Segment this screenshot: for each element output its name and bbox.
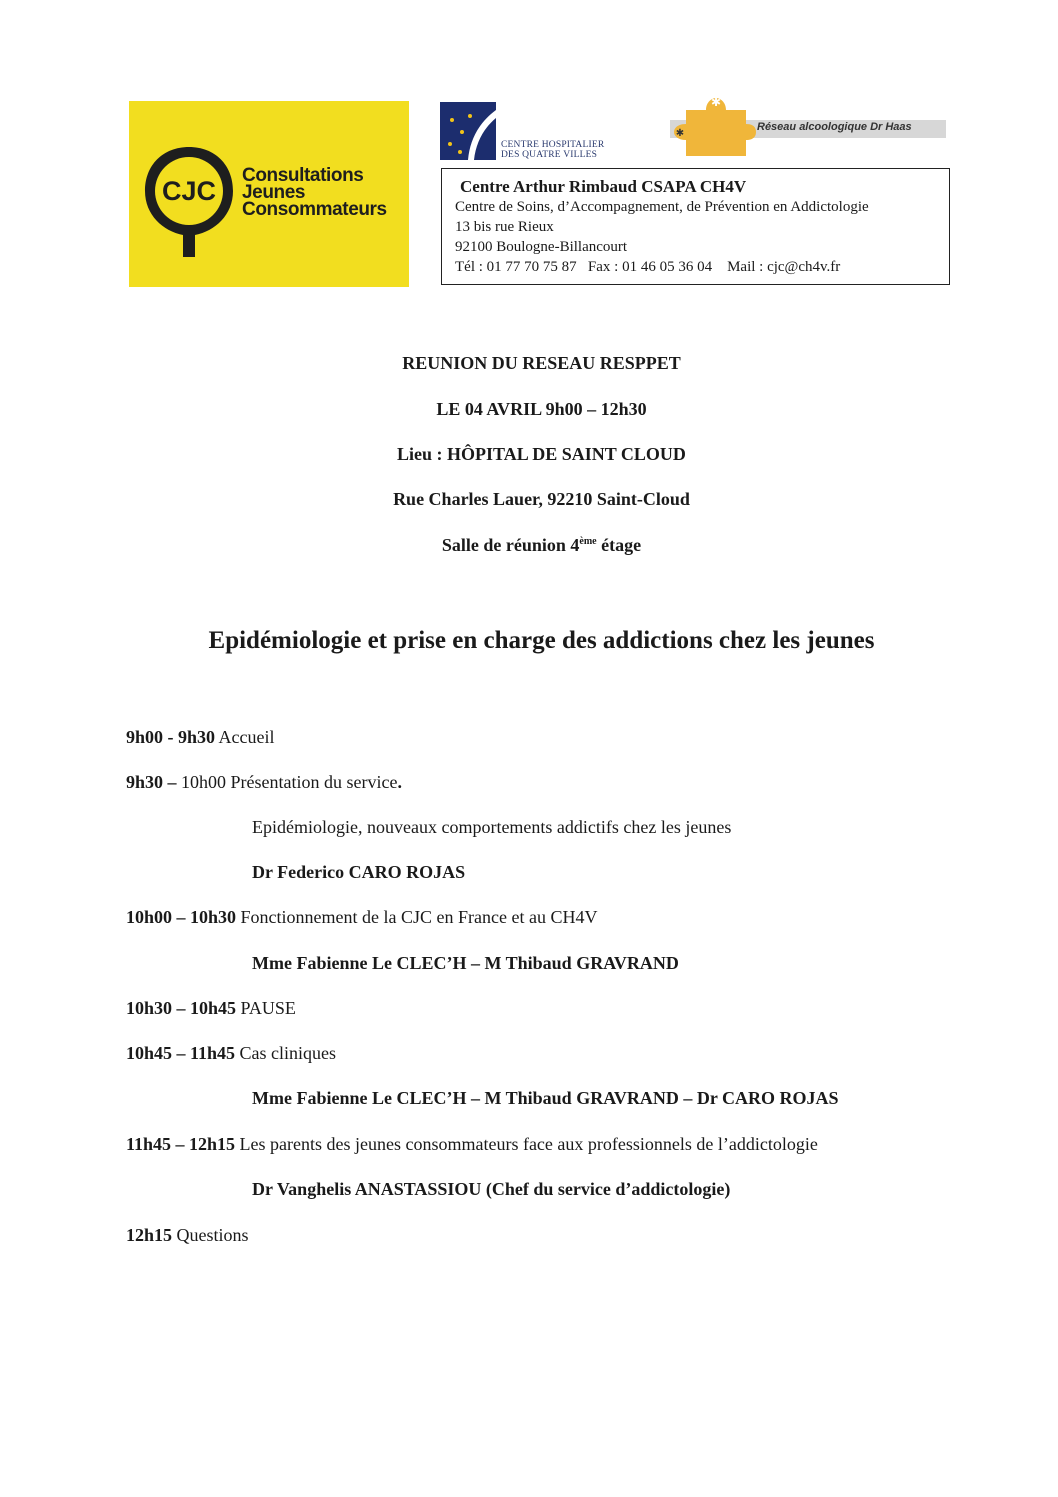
ch4v-logo-text (501, 140, 604, 160)
agenda-speaker: Dr Vanghelis ANASTASSIOU (Chef du service d’addictologie) (252, 1179, 731, 1199)
agenda-time: 10h30 – 10h45 (126, 998, 237, 1018)
address-box (441, 168, 950, 285)
agenda-item (126, 1134, 818, 1155)
agenda-text: Accueil (215, 727, 275, 747)
address-street: 13 bis rue Rieux (455, 219, 554, 235)
ch4v-emblem-icon (440, 102, 496, 160)
agenda-text: PAUSE (236, 998, 296, 1018)
svg-text:✱: ✱ (675, 128, 685, 139)
meeting-room-prefix: Salle de réunion 4 (441, 535, 580, 555)
meeting-title: REUNION DU RESEAU RESPPET (402, 353, 681, 373)
agenda-item (126, 772, 402, 793)
haas-logo-text: Réseau alcoologique Dr Haas (757, 121, 912, 133)
address-contact: Tél : 01 77 70 75 87 Fax : 01 46 05 36 04 Mail : cjc@ch4v.fr (455, 259, 841, 275)
agenda-text: 10h00 Présentation du service (176, 772, 398, 792)
agenda-speaker: Mme Fabienne Le CLEC’H – M Thibaud GRAVRAND – Dr CARO ROJAS (252, 1088, 839, 1108)
cjc-logo-line: Consultations (242, 165, 364, 186)
agenda-item (126, 1225, 249, 1246)
agenda-time: 10h00 – 10h30 (126, 907, 237, 927)
cjc-logo-text (242, 167, 387, 218)
agenda-speaker: Mme Fabienne Le CLEC’H – M Thibaud GRAVRAND (252, 953, 679, 973)
meeting-place: Lieu : HÔPITAL DE SAINT CLOUD (397, 444, 686, 464)
meeting-room (0, 535, 1058, 556)
ch4v-logo (440, 102, 615, 162)
agenda-text: Les parents des jeunes consommateurs face aux professionnels de l’addictologie (235, 1134, 818, 1154)
agenda-speaker: Dr Federico CARO ROJAS (252, 862, 466, 882)
agenda-time: 9h00 - 9h30 (126, 727, 216, 747)
agenda-time: 10h45 – 11h45 (126, 1043, 236, 1063)
svg-text:✱: ✱ (710, 95, 722, 109)
cjc-logo (129, 101, 409, 287)
agenda-item (126, 998, 296, 1019)
meeting-date: LE 04 AVRIL 9h00 – 12h30 (436, 399, 647, 419)
agenda-time: 11h45 – 12h15 (126, 1134, 236, 1154)
organization-name: Centre Arthur Rimbaud CSAPA CH4V (460, 177, 747, 196)
address-city: 92100 Boulogne-Billancourt (455, 239, 628, 255)
meeting-street: Rue Charles Lauer, 92210 Saint-Cloud (393, 489, 690, 509)
cjc-logo-line: Jeunes (242, 182, 306, 203)
main-title: Epidémiologie et prise en charge des addictions chez les jeunes (208, 627, 875, 654)
agenda-text-end: . (397, 772, 402, 792)
agenda-time: 12h15 (126, 1225, 173, 1245)
agenda-text: Cas cliniques (235, 1043, 337, 1063)
cjc-logo-line: Consommateurs (242, 199, 387, 220)
ch4v-logo-line: CENTRE HOSPITALIER (501, 140, 605, 150)
puzzle-icon (670, 92, 756, 158)
cjc-mark-text: CJC (161, 176, 217, 206)
haas-logo (670, 92, 950, 158)
organization-description: Centre de Soins, d’Accompagnement, de Prévention en Addictologie (455, 199, 869, 215)
meeting-room-sup: ème (579, 536, 597, 547)
meeting-room-suffix: étage (596, 535, 642, 555)
agenda-text: Questions (172, 1225, 249, 1245)
agenda-text: Fonctionnement de la CJC en France et au CH4V (236, 907, 598, 927)
agenda-item (126, 727, 275, 748)
cjc-pin-icon (139, 143, 239, 261)
agenda-item (126, 1043, 336, 1064)
agenda-time: 9h30 – (126, 772, 177, 792)
agenda-subtopic: Epidémiologie, nouveaux comportements addictifs chez les jeunes (252, 817, 732, 837)
ch4v-logo-line: DES QUATRE VILLES (501, 150, 598, 160)
agenda-item (126, 907, 597, 928)
